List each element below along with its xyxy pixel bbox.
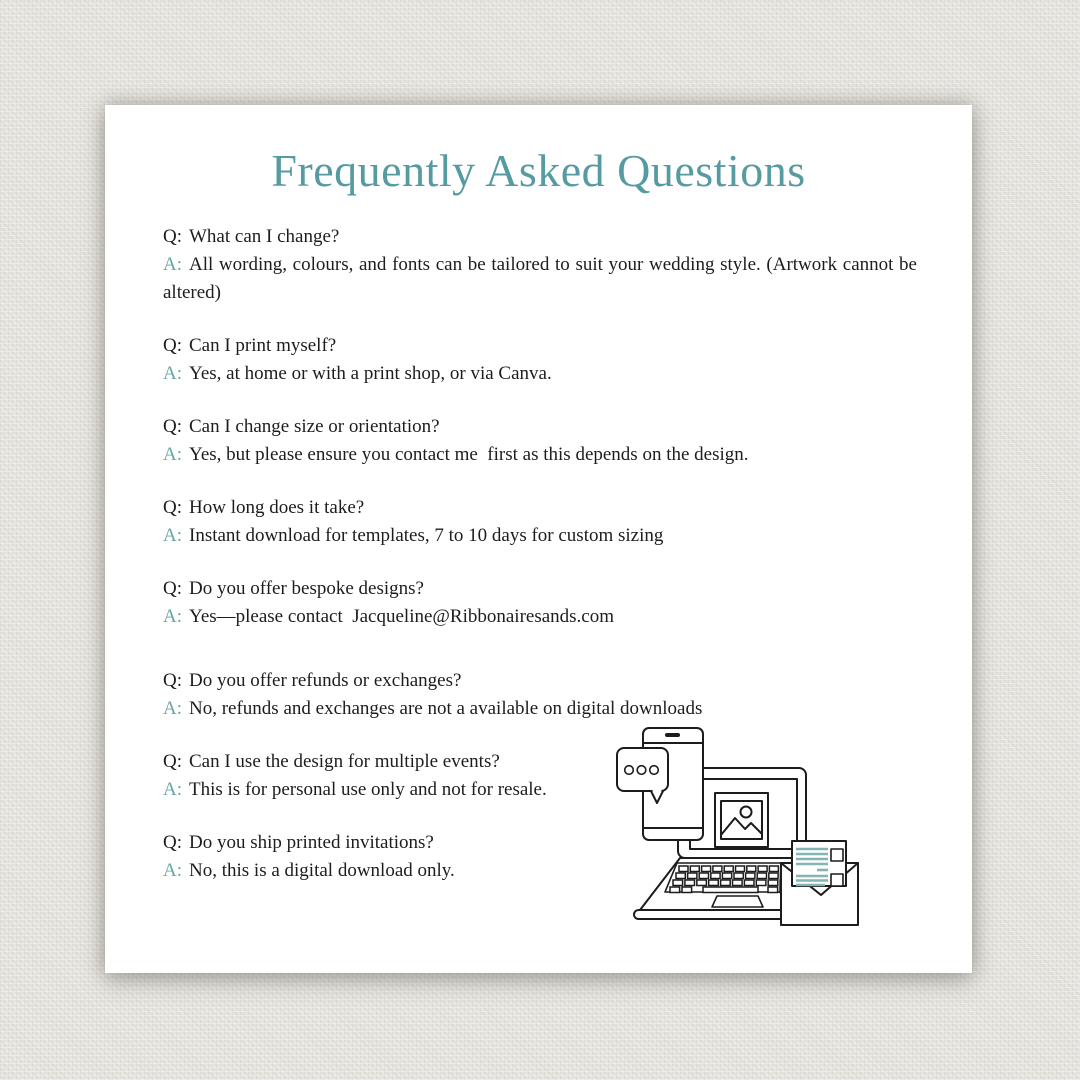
answer-text: Yes, but please ensure you contact me first as this depends on the design. bbox=[189, 444, 749, 465]
photo-placeholder-icon bbox=[715, 793, 768, 847]
faq-item bbox=[163, 413, 917, 469]
phone-speaker bbox=[665, 733, 680, 737]
answer-line bbox=[163, 251, 917, 307]
answer-prefix: A: bbox=[163, 698, 182, 719]
answer-line bbox=[163, 522, 917, 550]
question-text: Do you offer bespoke designs? bbox=[189, 578, 424, 599]
page-title: Frequently Asked Questions bbox=[271, 145, 806, 196]
question-text: Do you ship printed invitations? bbox=[189, 832, 434, 853]
question-text: Can I print myself? bbox=[189, 335, 337, 356]
faq-item bbox=[163, 223, 917, 307]
answer-text: Yes—please contact Jacqueline@Ribbonairesands.com bbox=[189, 606, 615, 627]
question-line bbox=[163, 575, 917, 603]
answer-line bbox=[163, 603, 917, 631]
question-prefix: Q: bbox=[163, 416, 182, 437]
question-prefix: Q: bbox=[163, 751, 182, 772]
question-line bbox=[163, 223, 917, 251]
answer-prefix: A: bbox=[163, 779, 182, 800]
digital-download-illustration bbox=[615, 722, 865, 934]
question-prefix: Q: bbox=[163, 497, 182, 518]
question-line bbox=[163, 667, 917, 695]
answer-text: This is for personal use only and not for resale. bbox=[189, 779, 547, 800]
answer-text: Yes, at home or with a print shop, or via Canva. bbox=[189, 363, 552, 384]
faq-item bbox=[163, 667, 917, 723]
answer-prefix: A: bbox=[163, 444, 182, 465]
question-text: Do you offer refunds or exchanges? bbox=[189, 670, 462, 691]
faq-item bbox=[163, 575, 917, 631]
envelope-letter-icon bbox=[781, 841, 858, 925]
answer-prefix: A: bbox=[163, 525, 182, 546]
answer-text: No, refunds and exchanges are not a available on digital downloads bbox=[189, 698, 703, 719]
question-text: What can I change? bbox=[189, 226, 340, 247]
trackpad bbox=[712, 896, 763, 907]
answer-prefix: A: bbox=[163, 254, 182, 275]
question-text: Can I change size or orientation? bbox=[189, 416, 440, 437]
answer-text: No, this is a digital download only. bbox=[189, 860, 455, 881]
answer-line bbox=[163, 360, 917, 388]
question-line bbox=[163, 494, 917, 522]
faq-card bbox=[105, 105, 972, 973]
spacebar-key bbox=[703, 887, 758, 893]
question-prefix: Q: bbox=[163, 832, 182, 853]
question-text: Can I use the design for multiple events? bbox=[189, 751, 500, 772]
question-prefix: Q: bbox=[163, 226, 182, 247]
answer-text: Instant download for templates, 7 to 10 days for custom sizing bbox=[189, 525, 664, 546]
answer-prefix: A: bbox=[163, 606, 182, 627]
answer-prefix: A: bbox=[163, 363, 182, 384]
answer-line bbox=[163, 695, 917, 723]
question-text: How long does it take? bbox=[189, 497, 365, 518]
question-prefix: Q: bbox=[163, 335, 182, 356]
question-line bbox=[163, 413, 917, 441]
faq-item bbox=[163, 494, 917, 550]
question-prefix: Q: bbox=[163, 578, 182, 599]
answer-text: All wording, colours, and fonts can be tailored to suit your wedding style. (Artwork cannot be altered) bbox=[163, 254, 917, 303]
answer-prefix: A: bbox=[163, 860, 182, 881]
answer-line bbox=[163, 441, 917, 469]
question-line bbox=[163, 332, 917, 360]
faq-item bbox=[163, 332, 917, 388]
question-prefix: Q: bbox=[163, 670, 182, 691]
